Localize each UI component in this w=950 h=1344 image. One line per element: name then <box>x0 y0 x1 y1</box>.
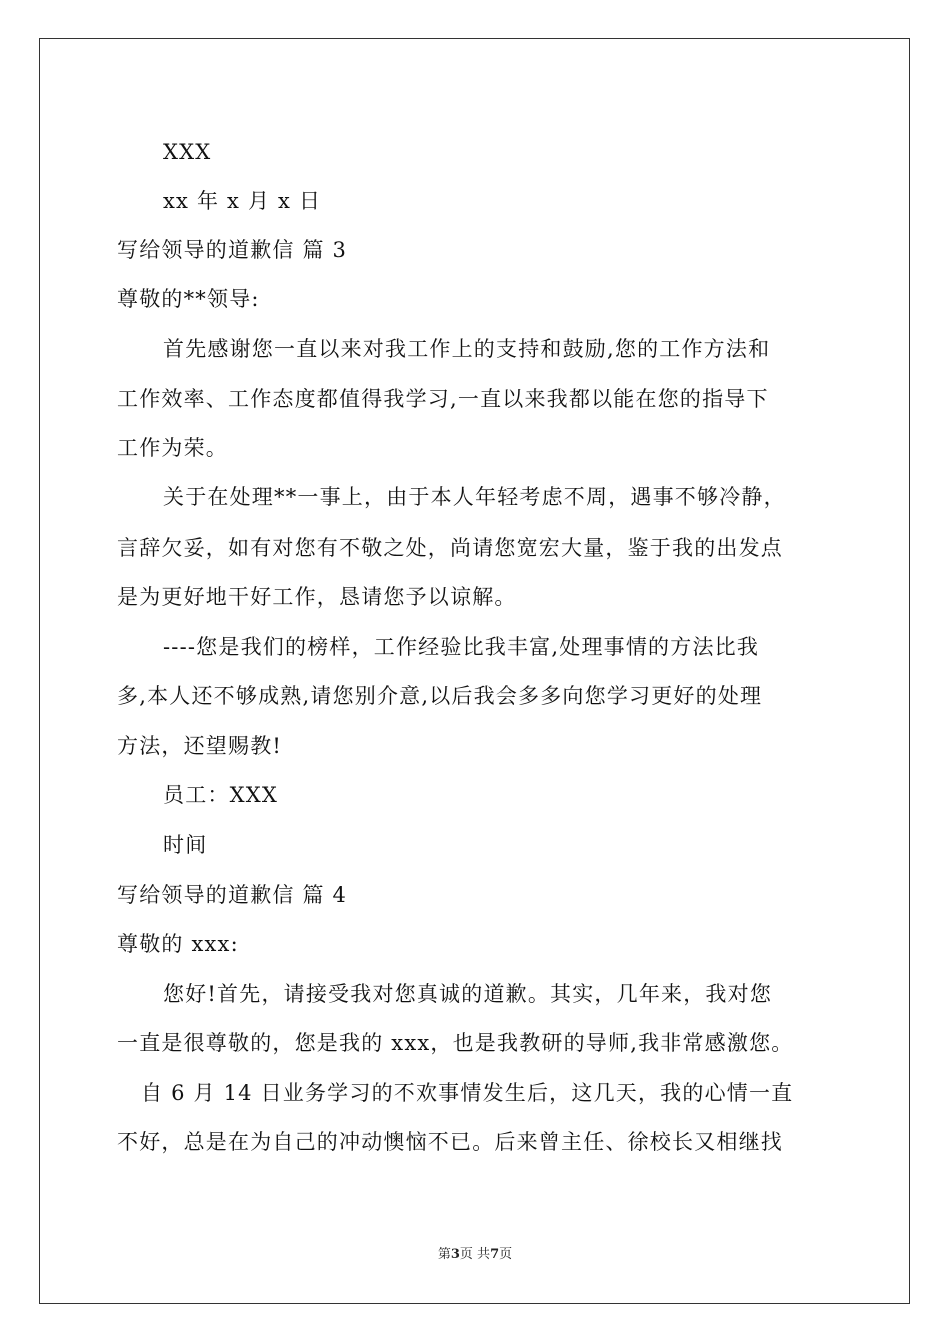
page-middle-text: 页 共 <box>459 1247 491 1262</box>
section-3-paragraph-2-line-3: 是为更好地干好工作，恳请您予以谅解。 <box>117 585 517 609</box>
page-total-number: 7 <box>490 1247 500 1262</box>
section-3-paragraph-3-line-3: 方法，还望赐教! <box>117 734 283 758</box>
page-suffix: 页 <box>499 1247 513 1262</box>
section-3-heading: 写给领导的道歉信 篇 3 <box>117 238 348 262</box>
page-footer <box>0 1246 950 1264</box>
section-4-heading: 写给领导的道歉信 篇 4 <box>117 883 348 907</box>
section-3-paragraph-1-line-3: 工作为荣。 <box>117 436 228 460</box>
section-3-paragraph-3-line-1: ----您是我们的榜样，工作经验比我丰富,处理事情的方法比我 <box>163 635 760 659</box>
section-4-paragraph-2-line-2: 不好，总是在为自己的冲动懊恼不已。后来曾主任、徐校长又相继找 <box>117 1130 783 1154</box>
section-4-salutation: 尊敬的 xxx: <box>117 932 239 956</box>
section-4-paragraph-1-line-1: 您好!首先，请接受我对您真诚的道歉。其实，几年来，我对您 <box>163 982 773 1006</box>
section-3-paragraph-2-line-1: 关于在处理**一事上，由于本人年轻考虑不周，遇事不够冷静， <box>163 485 786 509</box>
section-3-salutation: 尊敬的**领导: <box>117 287 260 311</box>
time-label: 时间 <box>163 833 208 857</box>
employee-signature: 员工：XXX <box>163 783 279 807</box>
section-3-paragraph-1-line-1: 首先感谢您一直以来对我工作上的支持和鼓励,您的工作方法和 <box>163 337 771 361</box>
section-4-paragraph-1-line-2: 一直是很尊敬的，您是我的 xxx，也是我教研的导师,我非常感激您。 <box>117 1031 794 1055</box>
section-4-paragraph-2-line-1: 自 6 月 14 日业务学习的不欢事情发生后，这几天，我的心情一直 <box>141 1081 794 1105</box>
section-3-paragraph-1-line-2: 工作效率、工作态度都值得我学习,一直以来我都以能在您的指导下 <box>117 387 769 411</box>
signature-date: xx 年 x 月 x 日 <box>163 189 322 213</box>
signature-name: XXX <box>163 140 212 164</box>
page-border <box>39 38 910 1304</box>
page-current-number: 3 <box>450 1247 460 1262</box>
page-prefix: 第 <box>437 1247 451 1262</box>
section-3-paragraph-2-line-2: 言辞欠妥，如有对您有不敬之处，尚请您宽宏大量，鉴于我的出发点 <box>117 536 783 560</box>
section-3-paragraph-3-line-2: 多,本人还不够成熟,请您别介意,以后我会多多向您学习更好的处理 <box>117 684 763 708</box>
